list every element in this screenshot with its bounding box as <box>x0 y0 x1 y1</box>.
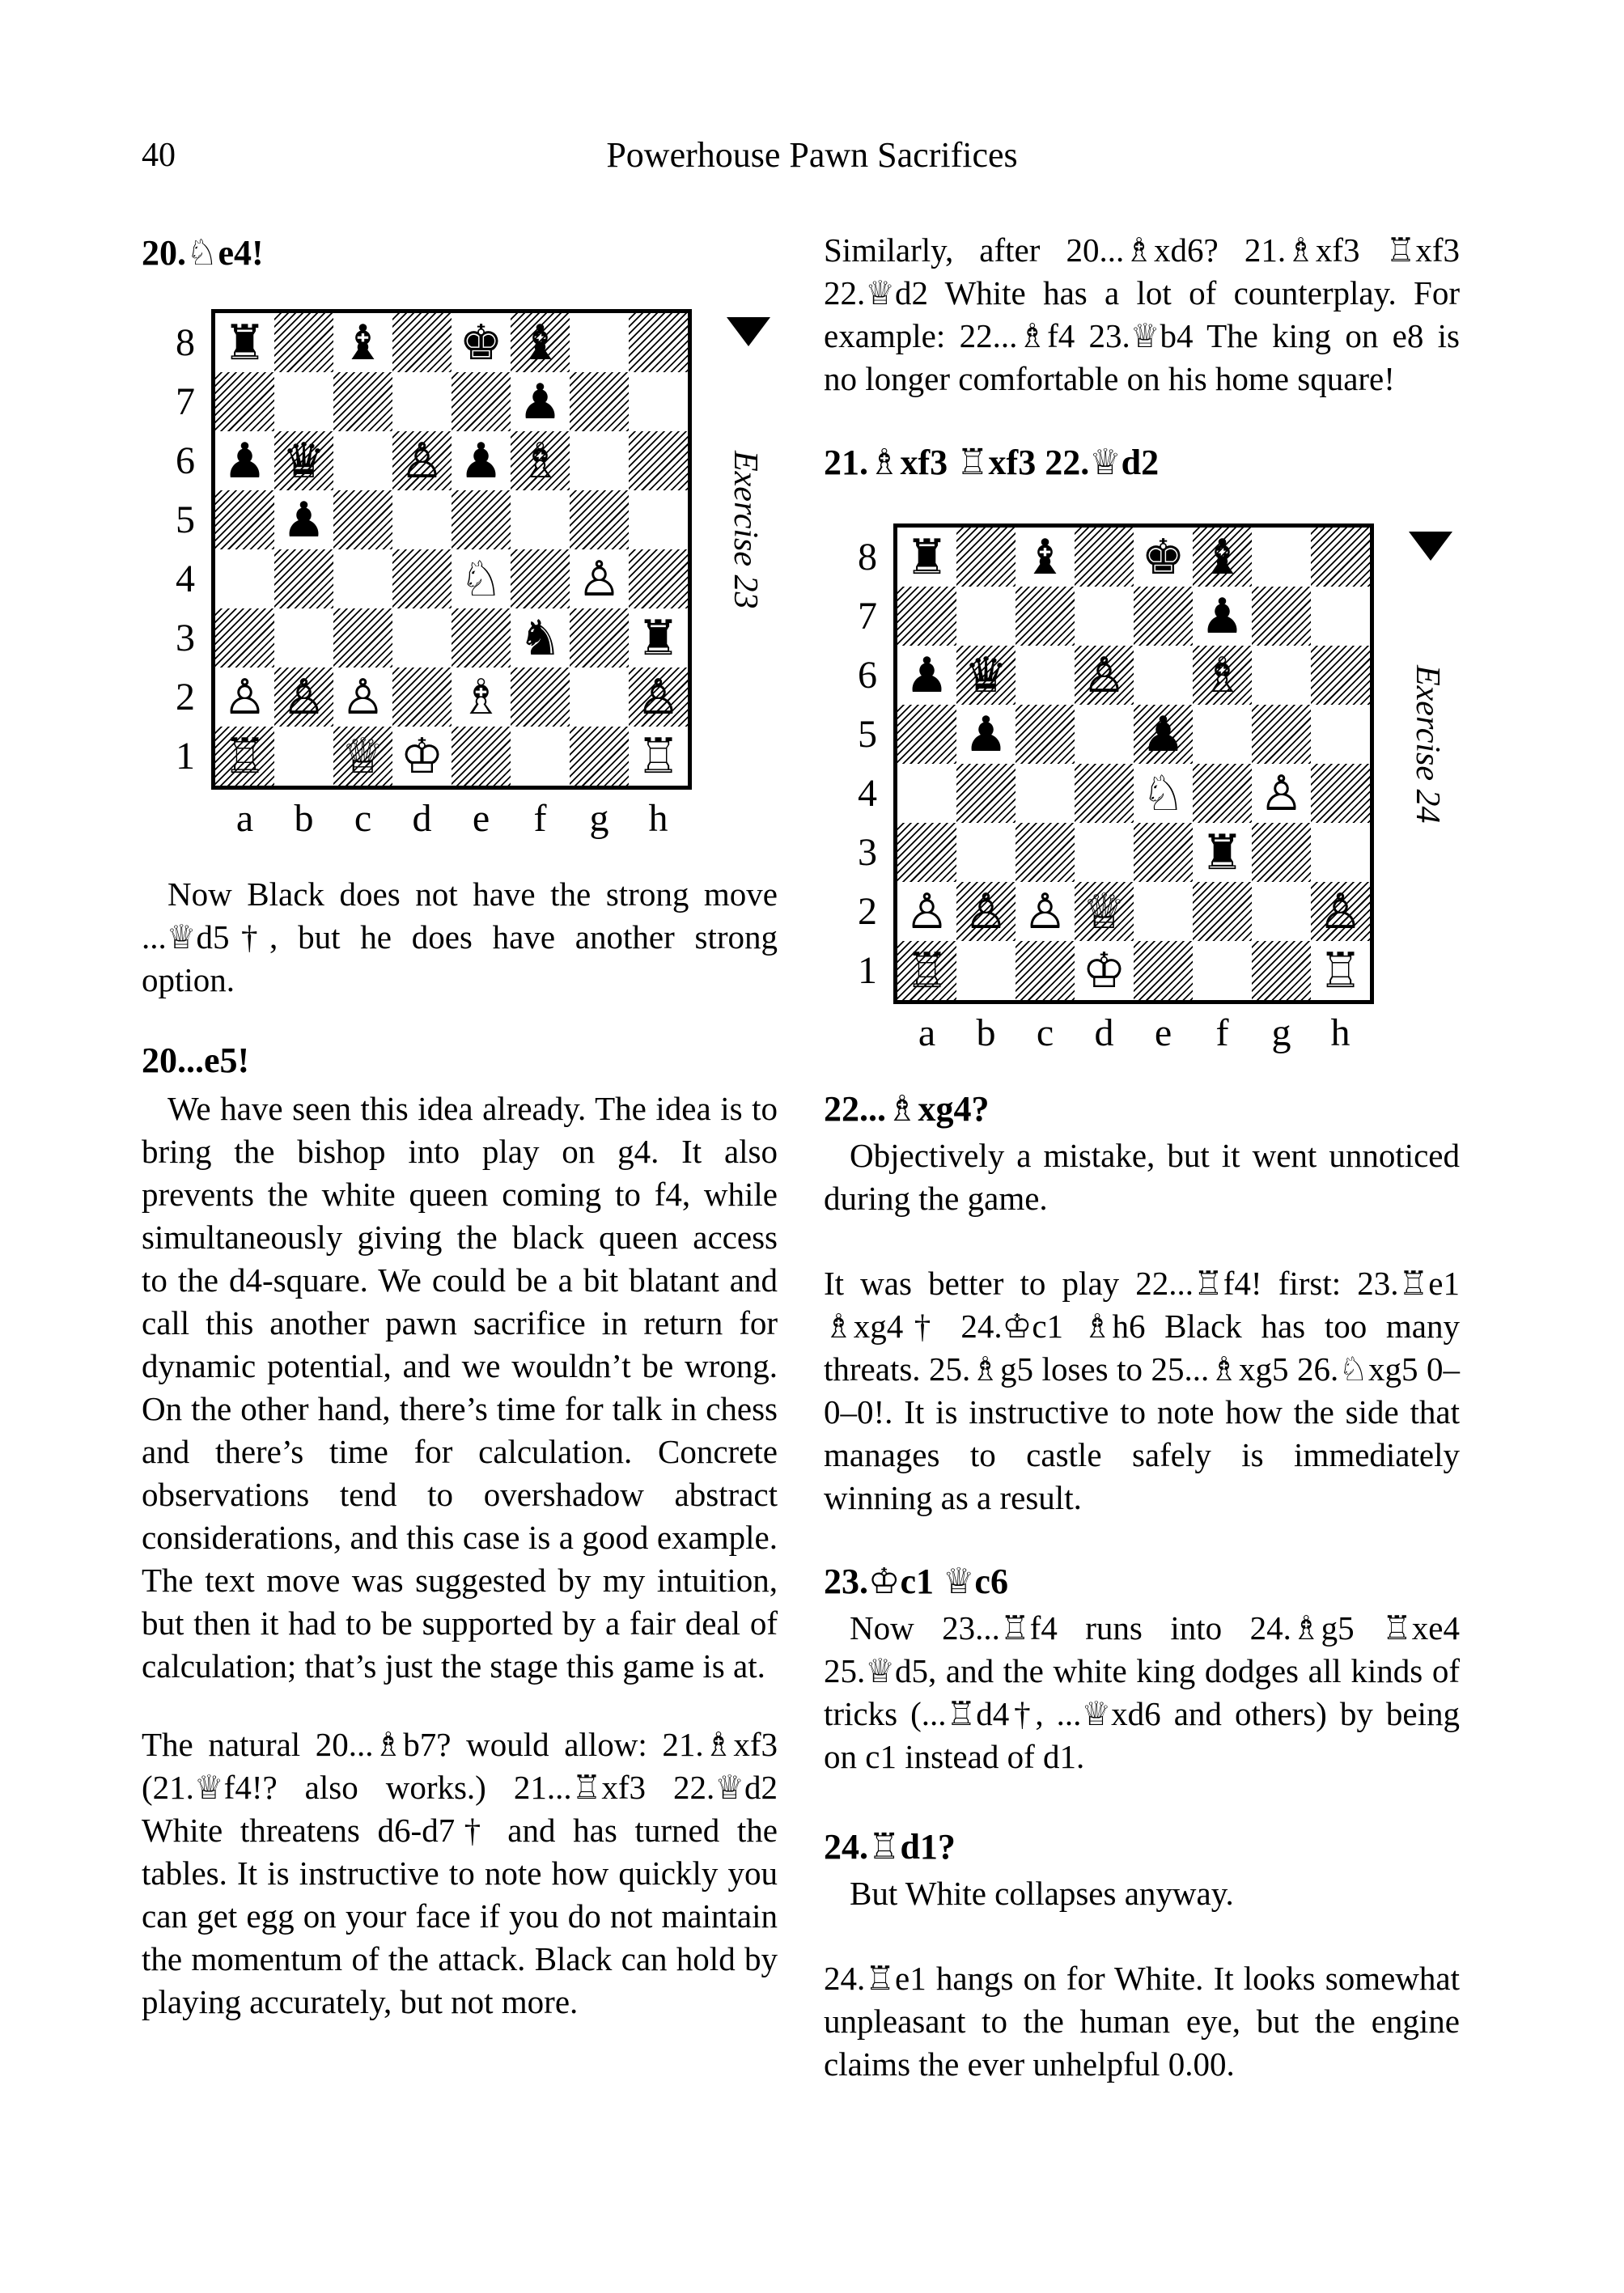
file-label: e <box>472 797 490 840</box>
board-square <box>897 764 956 823</box>
board-square <box>392 608 452 668</box>
board-square <box>1134 646 1193 705</box>
move-heading-21bxf3: 21.♗xf3 ♖xf3 22.♕d2 <box>824 443 1160 482</box>
left-column <box>142 233 778 2024</box>
board-square <box>1311 764 1370 823</box>
file-label: c <box>1036 1011 1054 1054</box>
board-square: ♖ <box>629 727 688 786</box>
board-square <box>629 431 688 490</box>
board-square: ♙ <box>1016 882 1075 941</box>
rank-label: 3 <box>176 617 195 659</box>
board-square <box>392 372 452 431</box>
board-square: ♗ <box>452 668 511 727</box>
file-label: g <box>1271 1011 1291 1054</box>
paragraph-collapses: But White collapses anyway. <box>850 1875 1234 1912</box>
board-square: ♛ <box>274 431 333 490</box>
board-square <box>1252 823 1311 882</box>
black-to-move-icon <box>1409 532 1452 561</box>
page-number: 40 <box>142 137 176 174</box>
board-square: ♜ <box>1193 823 1252 882</box>
board-square <box>511 490 570 549</box>
board-square <box>333 431 392 490</box>
board-square: ♕ <box>333 727 392 786</box>
board-square <box>956 941 1016 1000</box>
board-square <box>1252 646 1311 705</box>
board-square <box>274 549 333 608</box>
board-square <box>1193 882 1252 941</box>
board-square <box>956 764 1016 823</box>
board-square <box>1193 705 1252 764</box>
board-square <box>956 528 1016 587</box>
board-square <box>629 313 688 372</box>
board-square <box>333 549 392 608</box>
board-square <box>215 549 274 608</box>
board-square <box>1193 764 1252 823</box>
paragraph-natural-bb7: The natural 20...♗b7? would allow: 21.♗xf3 (21.♕f4!? also works.) 21...♖xf3 22.♕d2 White threatens d6-d7† and has turned the tables. It is instructive to note how quickly you can get egg on your face if you do not maintain the momentum of the attack. Black can hold by playing accurately, but not more. <box>142 1726 778 2020</box>
board-square <box>274 372 333 431</box>
board-square <box>1252 587 1311 646</box>
board-square <box>1016 823 1075 882</box>
board-column <box>893 523 1374 1055</box>
rank-label: 3 <box>858 831 877 874</box>
board-square <box>1075 587 1134 646</box>
move-heading-24rd1: 24.♖d1? <box>824 1827 956 1867</box>
board-square: ♟ <box>215 431 274 490</box>
board-square: ♔ <box>1075 941 1134 1000</box>
board-square <box>333 490 392 549</box>
board-square <box>511 549 570 608</box>
board-square: ♙ <box>956 882 1016 941</box>
file-labels <box>893 1011 1374 1055</box>
board-square: ♜ <box>629 608 688 668</box>
exercise-label: Exercise 24 <box>1409 665 1446 824</box>
board-square <box>452 372 511 431</box>
board-square <box>274 608 333 668</box>
move-heading-22bxg4: 22...♗xg4? <box>824 1089 990 1129</box>
board-square <box>392 549 452 608</box>
rank-label: 5 <box>176 498 195 541</box>
rank-label: 1 <box>176 735 195 778</box>
board-square <box>1016 587 1075 646</box>
board-square: ♙ <box>629 668 688 727</box>
board-square <box>452 490 511 549</box>
file-label: d <box>412 797 432 840</box>
board-square: ♜ <box>215 313 274 372</box>
rank-label: 8 <box>176 321 195 364</box>
board-square: ♟ <box>274 490 333 549</box>
board-square <box>452 727 511 786</box>
paragraph-better: It was better to play 22...♖f4! first: 23.♖e1 ♗xg4† 24.♔c1 ♗h6 Black has too many threats. 25.♗g5 loses to 25...♗xg5 26.♘xg5 0–0–0!. It is instructive to note how the side that manages to castle safely is immediately winning as a result. <box>824 1265 1460 1516</box>
board-square <box>570 668 629 727</box>
board-square: ♘ <box>1134 764 1193 823</box>
board-square: ♕ <box>1075 882 1134 941</box>
rank-label: 1 <box>858 949 877 992</box>
board-square <box>1016 646 1075 705</box>
board-square: ♖ <box>897 941 956 1000</box>
board-square <box>333 608 392 668</box>
board-square: ♙ <box>1075 646 1134 705</box>
move-heading-20e5: 20...e5! <box>142 1041 250 1080</box>
file-label: d <box>1094 1011 1114 1054</box>
paragraph-objectively: Objectively a mistake, but it went unnoticed during the game. <box>824 1137 1460 1217</box>
board-square: ♔ <box>392 727 452 786</box>
board-square: ♟ <box>1134 705 1193 764</box>
board-square <box>1134 587 1193 646</box>
board-square <box>511 668 570 727</box>
file-label: g <box>589 797 609 840</box>
board-square <box>1311 646 1370 705</box>
board-square: ♞ <box>511 608 570 668</box>
board-square <box>570 727 629 786</box>
exercise-label: Exercise 23 <box>727 451 764 609</box>
board-square <box>897 823 956 882</box>
paragraph-re1: 24.♖e1 hangs on for White. It looks somewhat unpleasant to the human eye, but the engine claims the ever unhelpful 0.00. <box>824 1960 1460 2083</box>
rank-label: 2 <box>176 676 195 718</box>
file-label: b <box>976 1011 996 1054</box>
board-square: ♖ <box>215 727 274 786</box>
board-square <box>215 372 274 431</box>
file-label: e <box>1154 1011 1172 1054</box>
black-to-move-icon <box>727 317 770 346</box>
board-square: ♙ <box>1311 882 1370 941</box>
file-label: b <box>294 797 314 840</box>
board-square: ♟ <box>956 705 1016 764</box>
board-square <box>1134 941 1193 1000</box>
paragraph-similarly: Similarly, after 20...♗xd6? 21.♗xf3 ♖xf3 22.♕d2 White has a lot of counterplay. For example: 22...♗f4 23.♕b4 The king on e8 is no longer comfortable on his home square! <box>824 231 1460 397</box>
board-square: ♗ <box>511 431 570 490</box>
page-title: Powerhouse Pawn Sacrifices <box>606 135 1018 175</box>
file-labels <box>211 796 692 841</box>
board-square <box>274 727 333 786</box>
rank-label: 5 <box>858 713 877 756</box>
file-label: h <box>1330 1011 1351 1054</box>
board-square: ♙ <box>215 668 274 727</box>
board-square <box>570 313 629 372</box>
board-square <box>1252 528 1311 587</box>
board-square <box>452 608 511 668</box>
board-square <box>215 490 274 549</box>
move-heading-20ne4: 20.♘e4! <box>142 233 264 273</box>
board-square: ♙ <box>570 549 629 608</box>
board-square <box>333 372 392 431</box>
board-square <box>570 490 629 549</box>
board-square: ♙ <box>897 882 956 941</box>
board-square <box>629 490 688 549</box>
chess-diagram-exercise-24 <box>824 523 1460 1055</box>
board-square: ♚ <box>1134 528 1193 587</box>
file-label: a <box>235 797 254 840</box>
board-square: ♟ <box>452 431 511 490</box>
board-square <box>1016 764 1075 823</box>
rank-label: 7 <box>176 380 195 423</box>
board <box>211 309 692 790</box>
file-label: f <box>533 797 547 840</box>
board-square: ♛ <box>956 646 1016 705</box>
board-square <box>1016 941 1075 1000</box>
board-square <box>1193 941 1252 1000</box>
board-square <box>1311 587 1370 646</box>
board-square <box>392 668 452 727</box>
board-square <box>392 490 452 549</box>
board-square: ♙ <box>392 431 452 490</box>
rank-label: 4 <box>176 557 195 600</box>
board-column <box>211 309 692 841</box>
board-square: ♟ <box>897 646 956 705</box>
rank-labels <box>824 523 893 1055</box>
board-square <box>1311 823 1370 882</box>
rank-label: 6 <box>176 439 195 482</box>
board-square: ♝ <box>333 313 392 372</box>
file-label: c <box>354 797 372 840</box>
board-square <box>956 587 1016 646</box>
board-square <box>392 313 452 372</box>
rank-label: 7 <box>858 595 877 638</box>
rank-labels <box>142 309 211 841</box>
board-square <box>215 608 274 668</box>
board-square: ♙ <box>274 668 333 727</box>
board-square <box>956 823 1016 882</box>
board-square <box>1016 705 1075 764</box>
board-square <box>1075 823 1134 882</box>
board-square: ♖ <box>1311 941 1370 1000</box>
board-square <box>1252 941 1311 1000</box>
board-square <box>1252 882 1311 941</box>
rank-label: 8 <box>858 536 877 579</box>
move-heading-23kc1: 23.♔c1 ♕c6 <box>824 1562 1008 1601</box>
board-square <box>511 727 570 786</box>
board-square <box>1075 705 1134 764</box>
file-label: a <box>918 1011 936 1054</box>
board-square <box>570 431 629 490</box>
paragraph-idea: We have seen this idea already. The idea is to bring the bishop into play on g4. It also prevents the white queen coming to f4, while simultaneously giving the black queen access to the d4-square. We could be a bit blatant and call this another pawn sacrifice in return for dynamic potential, and we wouldn’t be wrong. On the other hand, there’s time for talk in chess and there’s time for calculation. Concrete observations tend to overshadow abstract considerations, and this case is a good example. The text move was suggested by my intuition, but then it had to be supported by a fair deal of calculation; that’s just the stage this game is at. <box>142 1090 778 1685</box>
board-square <box>629 549 688 608</box>
rank-label: 6 <box>858 654 877 697</box>
paragraph-now-black: Now Black does not have the strong move ...♕d5†, but he does have another strong option. <box>142 875 778 998</box>
board-square: ♝ <box>1193 528 1252 587</box>
board-square <box>1134 823 1193 882</box>
board-square: ♙ <box>333 668 392 727</box>
board-square: ♝ <box>1016 528 1075 587</box>
rank-label: 4 <box>858 772 877 815</box>
diagram-sidebar <box>719 309 778 841</box>
board-square <box>1134 882 1193 941</box>
file-label: h <box>648 797 668 840</box>
board-square: ♝ <box>511 313 570 372</box>
diagram-sidebar <box>1401 523 1460 1055</box>
board-square <box>274 313 333 372</box>
board-square: ♗ <box>1193 646 1252 705</box>
rank-label: 2 <box>858 890 877 933</box>
board-square <box>570 608 629 668</box>
board-square: ♚ <box>452 313 511 372</box>
file-label: f <box>1215 1011 1229 1054</box>
board-square <box>1075 764 1134 823</box>
board-square <box>897 587 956 646</box>
board-square <box>897 705 956 764</box>
board-square: ♘ <box>452 549 511 608</box>
chess-diagram-exercise-23 <box>142 309 778 841</box>
board-square <box>629 372 688 431</box>
board-square <box>1311 528 1370 587</box>
board-square: ♜ <box>897 528 956 587</box>
board-square: ♟ <box>1193 587 1252 646</box>
board-square: ♙ <box>1252 764 1311 823</box>
board-square <box>1075 528 1134 587</box>
board-square: ♟ <box>511 372 570 431</box>
right-column <box>824 229 1460 2086</box>
board-square <box>570 372 629 431</box>
board-square <box>1252 705 1311 764</box>
board <box>893 523 1374 1004</box>
paragraph-now-rf4: Now 23...♖f4 runs into 24.♗g5 ♖xe4 25.♕d5, and the white king dodges all kinds of tricks (...♖d4†, ...♕xd6 and others) by being on c1 instead of d1. <box>824 1609 1460 1775</box>
board-square <box>1311 705 1370 764</box>
